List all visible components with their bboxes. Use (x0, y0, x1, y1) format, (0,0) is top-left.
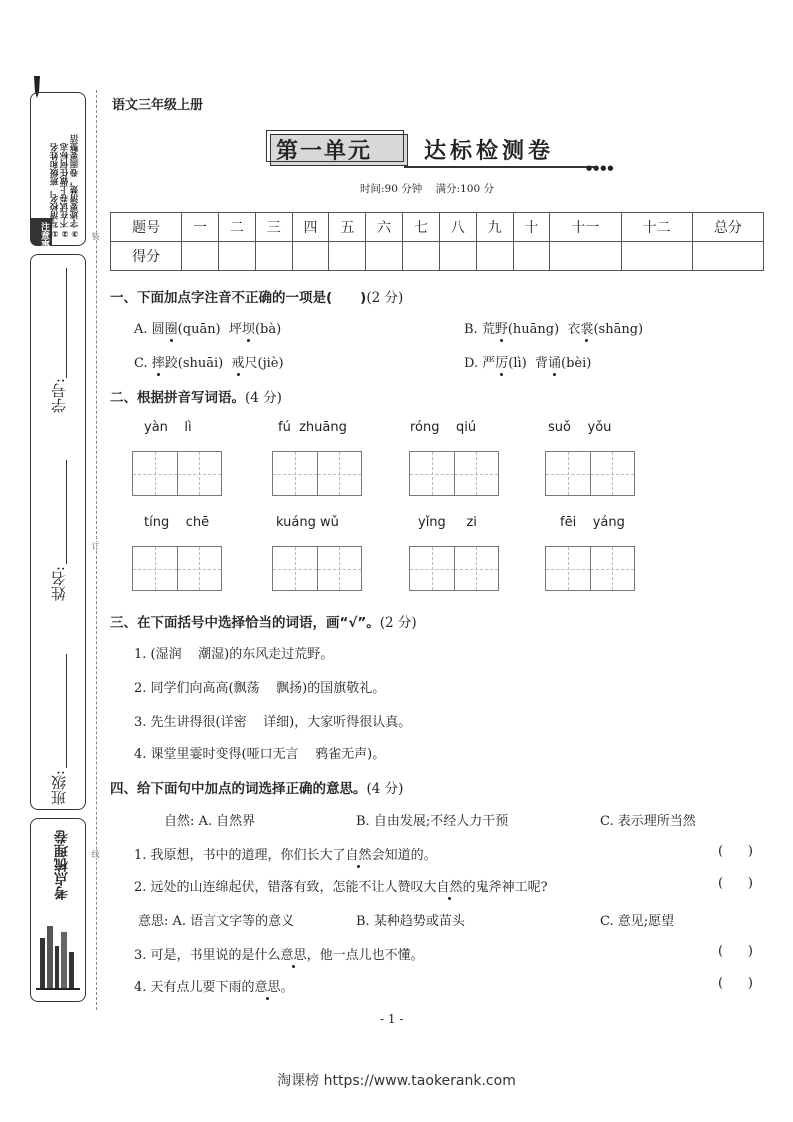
cut-mark: 订 (91, 542, 100, 550)
notice-list (50, 98, 80, 238)
writing-grid[interactable] (272, 546, 362, 591)
meaning-option: 意思: A. 语言文字等的意义 (138, 914, 295, 929)
name-line[interactable] (66, 460, 67, 564)
writing-grid[interactable] (545, 451, 635, 496)
score-header-cell: 八 (439, 213, 476, 242)
section4-item: 4. 天有点儿要下雨的意思。 (134, 980, 294, 995)
name-label: 姓名: (50, 566, 68, 602)
meaning-option: C. 意见;愿望 (600, 914, 675, 929)
score-cell[interactable] (476, 242, 513, 271)
footer-watermark: 淘课榜 https://www.taokerank.com (277, 1073, 516, 1089)
score-cell[interactable] (255, 242, 292, 271)
writing-grid[interactable] (272, 451, 362, 496)
pinyin: kuáng wǔ (276, 515, 339, 530)
pinyin: róng qiú (410, 420, 477, 435)
notice-item: ①写清校名，班级和姓名 (50, 143, 60, 238)
writing-grid[interactable] (132, 546, 222, 591)
answer-paren[interactable]: ( ) (718, 844, 753, 859)
score-header-cell: 三 (255, 213, 292, 242)
score-header-cell: 一 (182, 213, 219, 242)
score-cell[interactable] (692, 242, 763, 271)
writing-grid[interactable] (132, 451, 222, 496)
option-d: D. 严厉(lì) 背诵(bèi) (464, 356, 592, 371)
answer-paren[interactable]: ( ) (718, 976, 753, 991)
pinyin: suǒ yǒu (548, 420, 612, 435)
student-id-label: 学号: (50, 378, 68, 414)
notice-item: ②不在试卷上做任何标志 (60, 143, 70, 238)
score-cell[interactable] (366, 242, 403, 271)
option-c: C. 摔跤(shuāi) 戒尺(jiè) (134, 356, 284, 371)
section4-item: 3. 可是，书里说的是什么意思，他一点儿也不懂。 (134, 948, 424, 963)
class-label: 班级: (50, 770, 68, 806)
section3-item[interactable]: 2. 同学们向高高(飘荡 飘扬)的国旗敬礼。 (134, 681, 386, 696)
pinyin: yǐng zi (418, 515, 477, 530)
answer-paren[interactable]: ( ) (718, 876, 753, 891)
title-dots: ●●●● (586, 164, 615, 172)
score-cell[interactable] (513, 242, 550, 271)
score-cell[interactable] (439, 242, 476, 271)
score-row (111, 242, 764, 271)
score-cell[interactable] (219, 242, 256, 271)
score-header-cell: 五 (329, 213, 366, 242)
section3-title: 三、在下面括号中选择恰当的词语，画“√”。(2 分) (110, 615, 417, 631)
score-header-cell: 四 (292, 213, 329, 242)
score-row-label: 得分 (111, 242, 182, 271)
cut-mark: 装 (91, 232, 100, 240)
section4-item: 1. 我原想，书中的道理，你们长大了自然会知道的。 (134, 848, 437, 863)
section3-item[interactable]: 4. 课堂里霎时变得(哑口无言 鸦雀无声)。 (134, 747, 386, 762)
score-header-row (111, 213, 764, 242)
pinyin: yàn lì (144, 420, 192, 435)
score-cell[interactable] (403, 242, 440, 271)
notice-title: 注意事项 (39, 222, 49, 258)
score-cell[interactable] (621, 242, 692, 271)
writing-grid[interactable] (545, 546, 635, 591)
writing-grid[interactable] (409, 546, 499, 591)
score-header-cell: 总分 (692, 213, 763, 242)
section4-item: 2. 远处的山连绵起伏，错落有致，怎能不让人赞叹大自然的鬼斧神工呢? (134, 880, 548, 895)
cut-line (96, 90, 97, 1010)
score-cell[interactable] (329, 242, 366, 271)
section2-title: 二、根据拼音写词语。(4 分) (110, 390, 282, 406)
meaning-option: 自然: A. 自然界 (164, 814, 256, 829)
exam-title: 达标检测卷 (424, 138, 555, 164)
student-info-box (30, 254, 86, 810)
book-title: 语文三年级上册 (112, 98, 204, 113)
logo-text: 考点梳理卷 (54, 830, 70, 900)
meaning-option: B. 某种趋势或苗头 (356, 914, 465, 929)
cut-mark: 线 (91, 850, 100, 858)
pinyin: tíng chē (144, 515, 210, 530)
score-cell[interactable] (292, 242, 329, 271)
notice-item: ③字迹要清楚，卷面要整洁 (70, 134, 80, 238)
score-header-cell: 二 (219, 213, 256, 242)
score-header-cell: 十 (513, 213, 550, 242)
score-header-cell: 十一 (550, 213, 621, 242)
score-table (110, 212, 764, 271)
answer-paren[interactable]: ( ) (718, 944, 753, 959)
meaning-option: B. 自由发展;不经人力干预 (356, 814, 509, 829)
score-cell[interactable] (550, 242, 621, 271)
unit-title: 第一单元 (276, 138, 373, 164)
score-header-cell: 九 (476, 213, 513, 242)
score-cell[interactable] (182, 242, 219, 271)
score-header-cell: 十二 (621, 213, 692, 242)
score-header-cell: 六 (366, 213, 403, 242)
pinyin: fú zhuāng (278, 420, 347, 435)
pinyin: fēi yáng (560, 515, 625, 530)
section3-item[interactable]: 1. (湿润 潮湿)的东风走过荒野。 (134, 647, 334, 662)
section4-title: 四、给下面句中加点的词选择正确的意思。(4 分) (110, 781, 404, 797)
section3-item[interactable]: 3. 先生讲得很(详密 详细)，大家听得很认真。 (134, 715, 412, 730)
option-a: A. 圆圈(quān) 坪坝(bà) (134, 322, 282, 337)
bookshelf-icon (36, 918, 80, 992)
option-b: B. 荒野(huāng) 衣裳(shāng) (464, 322, 644, 337)
meaning-option: C. 表示理所当然 (600, 814, 696, 829)
title-rule (404, 166, 594, 168)
exam-meta: 时间:90 分钟 满分:100 分 (360, 183, 495, 195)
score-header-cell: 题号 (111, 213, 182, 242)
class-line[interactable] (66, 654, 67, 768)
writing-grid[interactable] (409, 451, 499, 496)
section1-title: 一、下面加点字注音不正确的一项是( )(2 分) (110, 290, 404, 306)
page-number: - 1 - (380, 1012, 404, 1026)
student-id-line[interactable] (66, 268, 67, 378)
score-header-cell: 七 (403, 213, 440, 242)
